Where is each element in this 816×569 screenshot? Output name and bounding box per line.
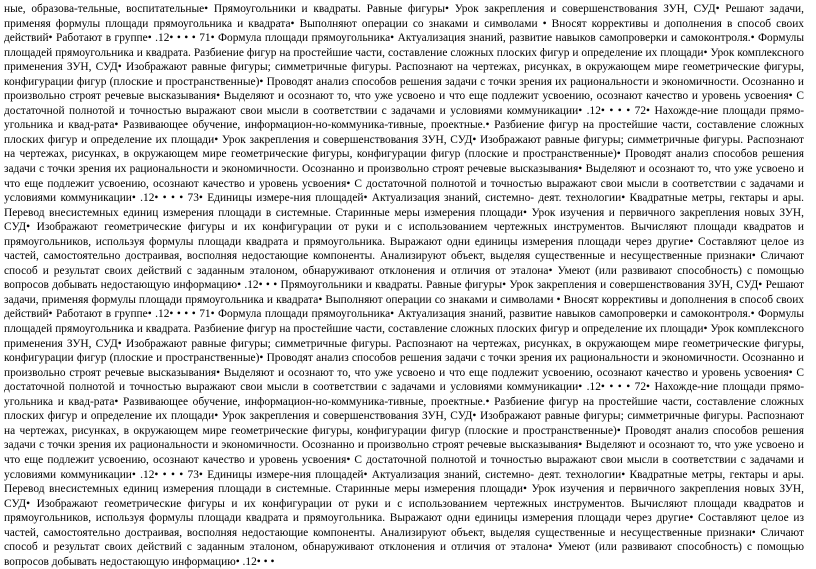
document-text: ные, образова-тельные, воспитательные• Прямоугольники и квадраты. Равные фигуры• Урок закрепления и совершенствования ЗУН, СУД• Решают задачи, применяя формулы площади прямоугольника и квадрата• Выполняют операции со знаками и символами • Вносят коррективы и дополнения в способ своих действий• Работают в группе• .12• • • • 71• Формула площади прямоугольника• Актуализация знаний, развитие навыков самопроверки и самоконтроля.• Формулы площадей прямоугольника и квадрата. Разбиение фигур на простейшие части, составление сложных плоских фигур и определение их площади• Урок комплексного применения ЗУН, СУД• Изображают равные фигуры; симметричные фигуры. Распознают на чертежах, рисунках, в окружающем мире геометрические фигуры, конфигурации фигур (плоские и пространственные)• Проводят анализ способов решения задачи с точки зрения их рациональности и экономичности. Осознанно и произвольно строят речевые высказывания• Выделяют и осознают то, что уже усвоено и что еще подлежит усвоению, осознают качество и уровень усвоения• С достаточной полнотой и точностью выражают свои мысли в соответствии с задачами и условиями коммуникации• .12• • • • 72• Нахожде-ние площади прямо-угольника и квад-рата• Развивающее обучение, информацион-но-коммуника-тивные, проектные.• Разбиение фигур на простейшие части, составление сложных плоских фигур и определение их площади• Урок закрепления и совершенствования ЗУН, СУД• Изображают равные фигуры; симметричные фигуры. Распознают на чертежах, рисунках, в окружающем мире геометрические фигуры, конфигурации фигур (плоские и пространственные)• Проводят анализ способов решения задачи с точки зрения их рациональности и экономичности. Осознанно и произвольно строят речевые высказывания• Выделяют и осознают то, что уже усвоено и что еще подлежит усвоению, осознают качество и уровень усвоения• С достаточной полнотой и точностью выражают свои мысли в соответствии с задачами и условиями коммуникации• .12• • • • 73• Единицы измере-ния площадей• Актуализация знаний, системно- деят. технологии• Квадратные метры, гектары и ары. Перевод внесистемных единиц измерения площади в системные. Старинные меры измерения площади• Урок изучения и первичного закрепления новых ЗУН, СУД• Изображают геометрические фигуры и их конфигурации от руки и с использованием чертежных инструментов. Вычисляют площади квадратов и прямоугольников, используя формулы площади квадрата и прямоугольника. Выражают одни единицы измерения площади через другие• Составляют целое из частей, самостоятельно достраивая, восполняя недостающие компоненты. Анализируют объект, выделяя существенные и несущественные признаки• Сличают способ и результат своих действий с заданным эталоном, обнаруживают отклонения и отличия от эталона• Умеют (или развивают способность) с помощью вопросов добывать недостающую информацию• .12• • • Прямоугольники и квадраты. Равные фигуры• Урок закрепления и совершенствования ЗУН, СУД• Решают задачи, применяя формулы площади прямоугольника и квадрата• Выполняют операции со знаками и символами • Вносят коррективы и дополнения в способ своих действий• Работают в группе• .12• • • • 71• Формула площади прямоугольника• Актуализация знаний, развитие навыков самопроверки и самоконтроля.• Формулы площадей прямоугольника и квадрата. Разбиение фигур на простейшие части, составление сложных плоских фигур и определение их площади• Урок комплексного применения ЗУН, СУД• Изображают равные фигуры; симметричные фигуры. Распознают на чертежах, рисунках, в окружающем мире геометрические фигуры, конфигурации фигур (плоские и пространственные)• Проводят анализ способов решения задачи с точки зрения их рациональности и экономичности. Осознанно и произвольно строят речевые высказывания• Выделяют и осознают то, что уже усвоено и что еще подлежит усвоению, осознают качество и уровень усвоения• С достаточной полнотой и точностью выражают свои мысли в соответствии с задачами и условиями коммуникации• .12• • • • 72• Нахожде-ние площади прямо-угольника и квад-рата• Развивающее обучение, информацион-но-коммуника-тивные, проектные.• Разбиение фигур на простейшие части, составление сложных плоских фигур и определение их площади• Урок закрепления и совершенствования ЗУН, СУД• Изображают равные фигуры; симметричные фигуры. Распознают на чертежах, рисунках, в окружающем мире геометрические фигуры, конфигурации фигур (плоские и пространственные)• Проводят анализ способов решения задачи с точки зрения их рациональности и экономичности. Осознанно и произвольно строят речевые высказывания• Выделяют и осознают то, что уже усвоено и что еще подлежит усвоению, осознают качество и уровень усвоения• С достаточной полнотой и точностью выражают свои мысли в соответствии с задачами и условиями коммуникации• .12• • • • 73• Единицы измере-ния площадей• Актуализация знаний, системно- деят. технологии• Квадратные метры, гектары и ары. Перевод внесистемных единиц измерения площади в системные. Старинные меры измерения площади• Урок изучения и первичного закрепления новых ЗУН, СУД• Изображают геометрические фигуры и их конфигурации от руки и с использованием чертежных инструментов. Вычисляют площади квадратов и прямоугольников, используя формулы площади квадрата и прямоугольника. Выражают одни единицы измерения площади через другие• Составляют целое из частей, самостоятельно достраивая, восполняя недостающие компоненты. Анализируют объект, выделяя существенные и несущественные признаки• Сличают способ и результат своих действий с заданным эталоном, обнаруживают отклонения и отличия от эталона• Умеют (или развивают способность) с помощью вопросов добывать недостающую информацию• .12• • •	[4, 3, 804, 568]
